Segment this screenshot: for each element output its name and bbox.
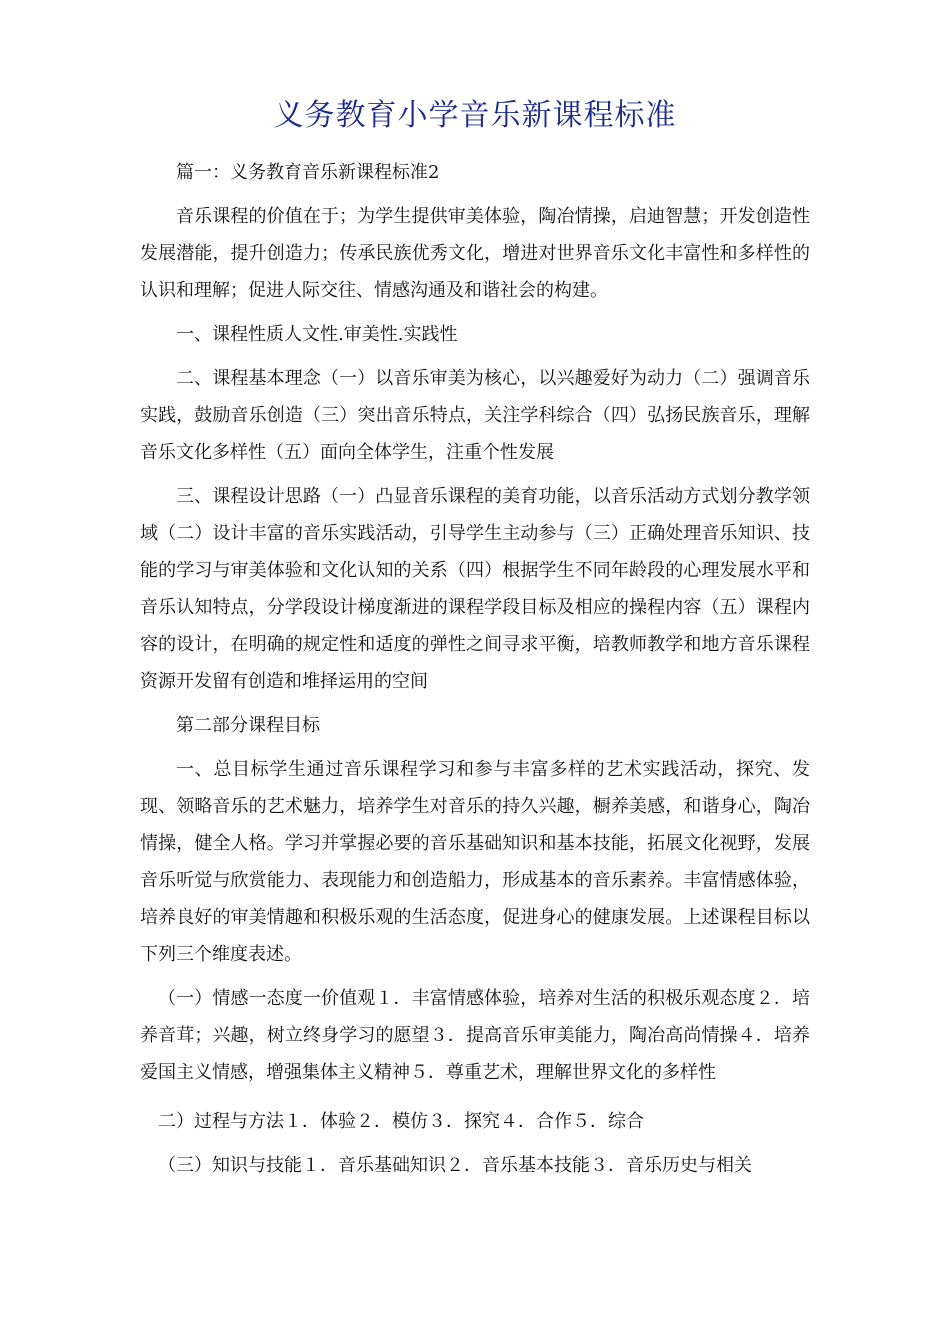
paragraph-course-value: 音乐课程的价值在于；为学生提供审美体验，陶冶情操，启迪智慧；开发创造性发展潜能，提升创造力；传承民族优秀文化，增进对世界音乐文化丰富性和多样性的认识和理解；促进人际交往、情感沟通及和谐社会的构建。 <box>140 206 810 301</box>
paragraph-course-nature: 一、课程性质人文性.审美性.实践性 <box>176 324 458 345</box>
paragraph-source: 篇一：义务教育音乐新课程标准2 <box>176 162 440 183</box>
paragraph-overall-goal: 一、总目标学生通过音乐课程学习和参与丰富多样的艺术实践活动，探究、发现、领略音乐的艺术魅力，培养学生对音乐的持久兴趣，橱养美感，和谐身心，陶冶情操，健全人格。学习并掌握必要的音乐基础知识和基本技能，拓展文化视野，发展音乐听觉与欣赏能力、表现能力和创造船力，形成基本的音乐素养。丰富情感体验，培养良好的审美情趣和积极乐观的生活态度，促进身心的健康发展。上述课程目标以下列三个维度表述。 <box>140 759 810 965</box>
document-title: 义务教育小学音乐新课程标准 <box>273 98 677 133</box>
paragraph-basic-concepts: 二、课程基本理念（一）以音乐审美为核心，以兴趣爱好为动力（二）强调音乐实践，鼓励音乐创造（三）突出音乐特点，关注学科综合（四）弘扬民族音乐，理解音乐文化多样性（五）面向全体学生，注重个性发展 <box>140 368 810 463</box>
paragraph-knowledge-skills: （三）知识与技能１．音乐基础知识２．音乐基本技能３．音乐历史与相关 <box>158 1155 752 1176</box>
section-heading-course-goals: 第二部分课程目标 <box>176 715 320 736</box>
paragraph-design-ideas: 三、课程设计思路（一）凸显音乐课程的美育功能，以音乐活动方式划分教学领域（二）设计丰富的音乐实践活动，引导学生主动参与（三）正确处理音乐知识、技能的学习与审美体验和文化认知的关系（四）根据学生不同年龄段的心理发展水平和音乐认知特点，分学段设计梯度渐进的课程学段目标及相应的操程内容（五）课程内容的设计，在明确的规定性和适度的弹性之间寻求平衡，培教师教学和地方音乐课程资源开发留有创造和堆择运用的空间 <box>140 486 810 692</box>
paragraph-emotion-attitude-values: （一）情感一态度一价值观１．丰富情感体验，培养对生活的积极乐观态度２．培养音茸；兴趣，树立终身学习的愿望３．提高音乐审美能力，陶冶高尚情操４．培养爱国主义情感，增强集体主义精神５．尊重艺术，理解世界文化的多样性 <box>140 988 810 1083</box>
paragraph-process-methods: 二）过程与方法１．体验２．模仿３．探究４．合作５．综合 <box>158 1111 644 1132</box>
